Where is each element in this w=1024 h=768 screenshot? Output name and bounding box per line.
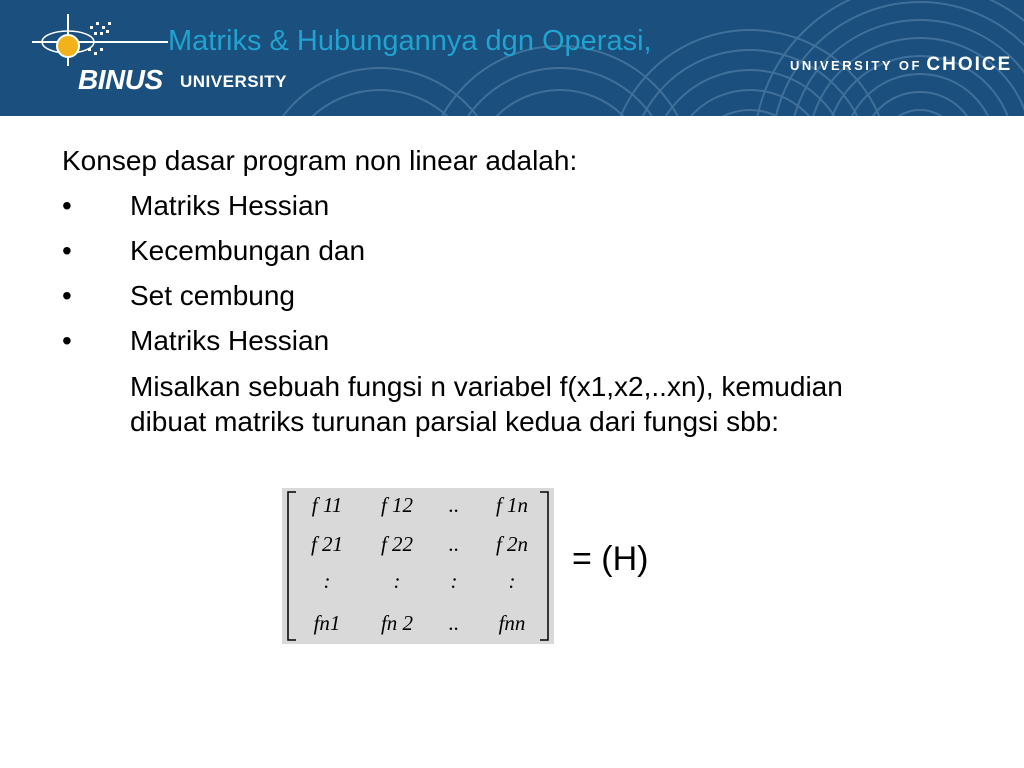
matrix-cell: f 2n — [495, 532, 529, 556]
bullet-icon: • — [62, 235, 72, 266]
hessian-matrix — [282, 488, 554, 644]
matrix-cell: : — [508, 569, 516, 593]
binus-logo — [28, 8, 318, 108]
matrix-cell: .. — [448, 493, 460, 517]
matrix-cell: .. — [448, 611, 460, 635]
intro-text: Konsep dasar program non linear adalah: — [62, 145, 578, 176]
logo-wordmark: BINUS — [78, 64, 163, 95]
matrix-cell: f 22 — [380, 532, 414, 556]
tagline-choice: CHOICE — [926, 54, 1013, 75]
matrix-cell: f 21 — [310, 532, 344, 556]
matrix-cell: f 12 — [380, 493, 414, 517]
tagline — [790, 54, 1012, 76]
bullet-item — [62, 318, 962, 363]
logo-orb-icon — [28, 8, 318, 108]
bullet-item — [62, 183, 962, 228]
slide-body — [62, 138, 962, 439]
bullet-icon: • — [62, 190, 72, 221]
tagline-prefix: UNIVERSITY OF — [790, 58, 922, 73]
bullet-icon: • — [62, 325, 72, 356]
matrix-cell: fnn — [498, 611, 526, 635]
matrix-cell: : — [450, 569, 458, 593]
bullet-item — [62, 228, 962, 273]
matrix-figure — [282, 488, 554, 644]
bullet-item — [62, 273, 962, 318]
matrix-cell: f 1n — [495, 493, 529, 517]
bullet-icon: • — [62, 280, 72, 311]
hessian-description: Misalkan sebuah fungsi n variabel f(x1,x2,..xn), kemudian dibuat matriks turunan parsial kedua dari fungsi sbb: — [130, 371, 843, 437]
matrix-cell: .. — [448, 532, 460, 556]
bullet-label: Matriks Hessian — [130, 325, 330, 356]
matrix-cell: fn 2 — [380, 611, 414, 635]
bullet-label: Kecembungan dan — [130, 235, 366, 266]
matrix-cell: : — [323, 569, 331, 593]
hessian-label: = (H) — [572, 540, 649, 578]
bullet-label: Set cembung — [130, 280, 295, 311]
matrix-cell: : — [393, 569, 401, 593]
bullet-label: Matriks Hessian — [130, 190, 330, 221]
matrix-cell: fn1 — [313, 611, 341, 635]
logo-subtitle: UNIVERSITY — [180, 72, 288, 91]
matrix-left-bracket — [288, 492, 296, 640]
slide-title: Matriks & Hubungannya dgn Operasi, — [168, 25, 652, 57]
matrix-right-bracket — [540, 492, 548, 640]
matrix-cell: f 11 — [311, 493, 343, 517]
header-banner — [0, 0, 1024, 116]
